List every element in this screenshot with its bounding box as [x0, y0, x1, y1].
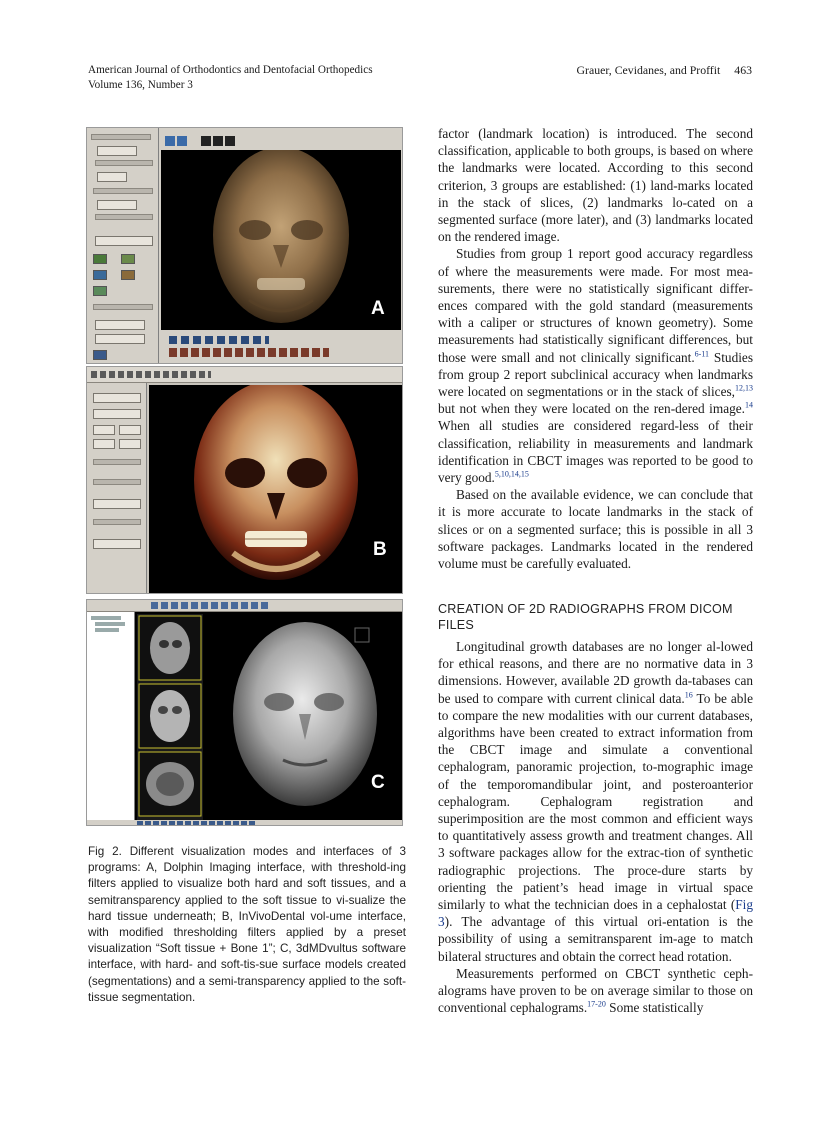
paragraph-growth-databases: Longitudinal growth databases are no longer al-lowed for ethical reasons, and there are no normative data in 3 dimensions. However, available 2D growth da-tabases can be used to compare with current clinical data.$^{16}$ To be able to compare the new modalities with our current databases, algorithms have been created to extract information from the CBCT image and simulate a conventional cephalogram, panoramic projection, to-mographic image of the temporomandibular joint, and posteroanterior cephalogram. Cephalogram registration and superimposition are the most common and efficient ways to quantitatively assess growth and treatment changes. All 3 software packages allow for the extrac-tion of synthetic radiographic projections. The proce-dure starts by orienting the patient’s head image in virtual space similarly to what the technician does in a cephalostat (Fig 3). The advantage of this virtual ori-entation is the possibility of using a semitransparent im-age to match bilateral structures and obtain the correct head rotation. — [438, 639, 753, 964]
body-column-lower — [438, 638, 753, 1016]
figure-panel-a — [86, 127, 403, 364]
body-column-upper — [438, 125, 753, 572]
panel-c-toolbar — [87, 600, 403, 612]
figure-panel-c — [86, 599, 403, 826]
panel-c-label: C — [371, 772, 385, 793]
panel-c-thumbnail-strip — [137, 614, 203, 820]
paragraph-study-groups: Studies from group 1 report good accuracy regardless of where the measurements were made. For most mea-surements, there were no statistically significant differ-ences compared with the gold standard (measurements with a caliper or structures of known geometry). Some measurements had statistically significant differences, but those were small and not clinically significant.$^{6-11}$ Studies from group 2 report subclinical accuracy when landmarks were located on segmentations or in the stack of slices,$^{12,13}$ but not when they were located on the ren-dered image.$^{14}$ When all studies are considered regard-less of their classification, reliability in measurements and landmark identification in CBCT images was reported to be good to very good.$^{5,10,14,15}$ — [438, 246, 753, 486]
journal-title: American Journal of Orthodontics and Dentofacial Orthopedics — [88, 64, 373, 76]
slice-thumbnails — [137, 614, 203, 820]
authors: Grauer, Cevidanes, and Proffit — [576, 63, 721, 77]
panel-a-sidebar — [87, 128, 159, 363]
running-header-journal — [88, 63, 373, 93]
running-header-authors — [577, 63, 752, 78]
journal-volume: Volume 136, Number 3 — [88, 79, 193, 91]
panel-a-3d-view — [161, 150, 401, 330]
panel-b-toolbar — [87, 367, 403, 383]
page-number: 463 — [734, 63, 752, 77]
panel-c-file-tree — [87, 612, 135, 825]
citation-ref[interactable]: 5,10,14,15 — [494, 469, 529, 479]
panel-a-label: A — [371, 298, 385, 319]
figure-panel-b — [86, 366, 403, 594]
figure-link[interactable]: Fig 3 — [438, 897, 753, 930]
panel-a-bottom-toolbar — [161, 332, 401, 362]
paragraph-conclusion: Based on the available evidence, we can conclude that it is more accurate to locate landmarks in the stack of slices or on a segmented surface; this is possible in all 3 software packages. Landmarks located in the rendered volume must be carefully evaluated. — [438, 487, 753, 572]
panel-c-bottom-toolbar — [87, 820, 403, 826]
panel-b-3d-view — [149, 385, 403, 594]
panel-a-toolbar — [161, 134, 401, 148]
citation-ref[interactable]: 17-20 — [587, 999, 606, 1009]
citation-ref[interactable]: 16 — [684, 690, 693, 700]
citation-ref[interactable]: 12,13 — [735, 383, 753, 393]
panel-b-label: B — [373, 539, 387, 560]
paragraph-landmark-classification: factor (landmark location) is introduced. The second classification, applicable to both groups, is based on where the landmarks were located. According to this second criterion, 3 groups are established: (1) land-marks located in the stack of slices, (2) landmarks lo-cated on a segmented surface (more later), and (3) landmarks located on the rendered image. — [438, 126, 753, 245]
section-heading: CREATION OF 2D RADIOGRAPHS FROM DICOM FILES — [438, 602, 733, 632]
translucent-head-rendering — [161, 150, 401, 330]
figure-caption: Fig 2. Different visualization modes and interfaces of 3 programs: A, Dolphin Imaging interface, with threshold-ing filters applied to visualize both hard and soft tissues, and a semitransparency applied to the soft tissue to vi-sualize the hard tissue underneath; B, InVivoDental vol-ume interface, with modified thresholding filters applied by a preset visualization “Soft tissue + Bone 1”; C, 3dMDvultus software interface, with hard- and soft-tis-sue surface models created (segmentations) and a semi-transparency applied to the soft-tissue segmentation. — [88, 845, 406, 1004]
panel-b-sidebar — [87, 383, 147, 593]
citation-ref[interactable]: 14 — [745, 400, 753, 410]
skull-volume-rendering — [149, 385, 403, 594]
paragraph-measurements: Measurements performed on CBCT synthetic ceph-alograms have proven to be on average similar to those on conventional cephalograms.$^{17-20}$ Some statistically — [438, 965, 753, 1016]
citation-ref[interactable]: 6-11 — [694, 349, 710, 359]
